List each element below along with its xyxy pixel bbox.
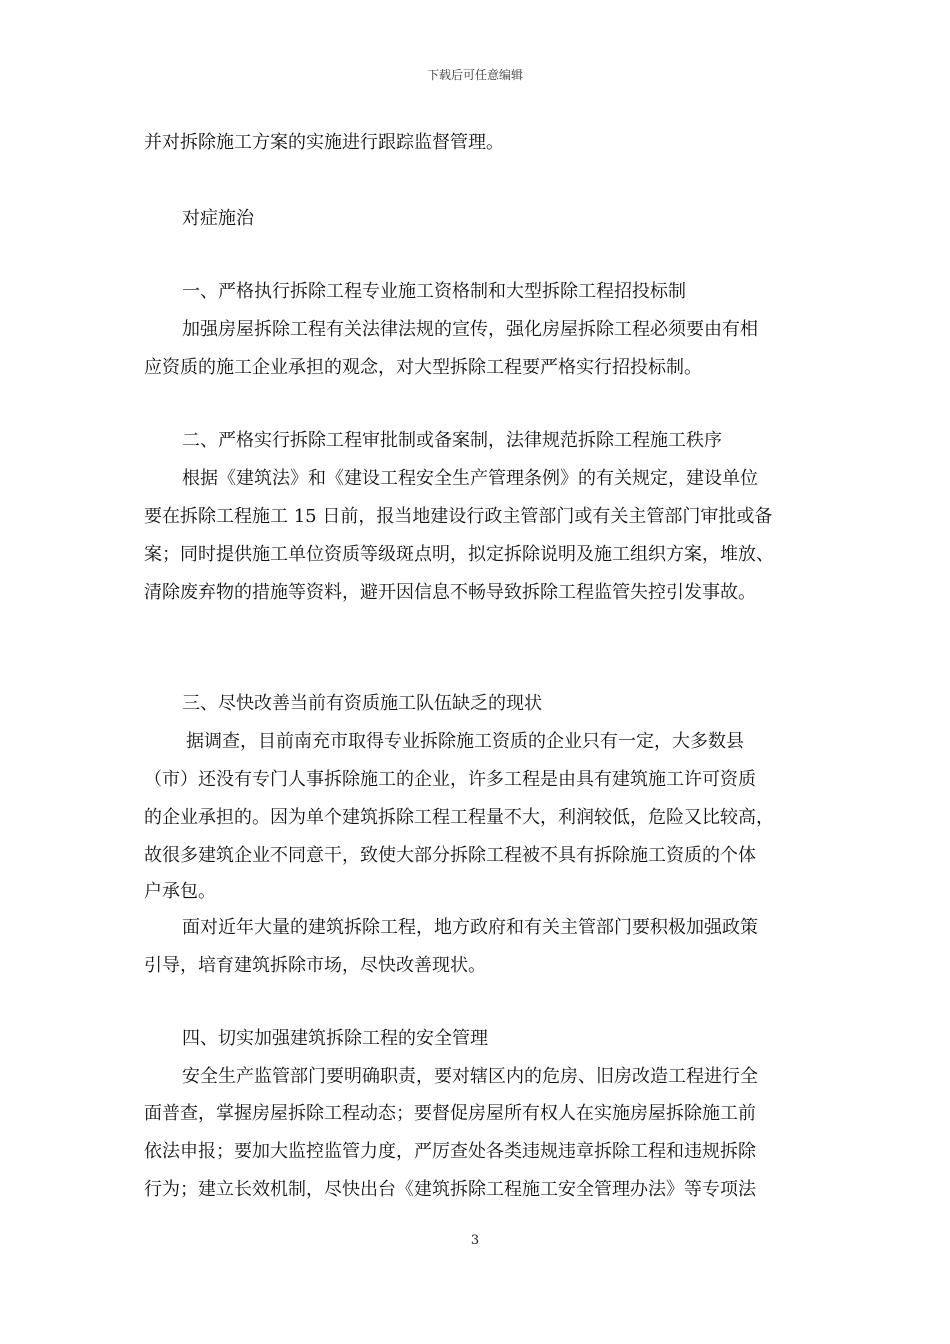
text-line: 的企业承担的。因为单个建筑拆除工程工程量不大，利润较低，危险又比较高， — [144, 807, 774, 828]
section-heading: 三、尽快改善当前有资质施工队伍缺乏的现状 — [182, 693, 542, 714]
text-line: 加强房屋拆除工程有关法律法规的宣传，强化房屋拆除工程必须要由有相 — [182, 319, 758, 340]
text-line: 根据《建筑法》和《建设工程安全生产管理条例》的有关规定，建设单位 — [182, 468, 758, 489]
text-line: 面对近年大量的建筑拆除工程，地方政府和有关主管部门要积极加强政策 — [182, 917, 758, 938]
text-line: 并对拆除施工方案的实施进行跟踪监督管理。 — [144, 132, 504, 153]
text-line: 引导，培育建筑拆除市场，尽快改善现状。 — [144, 955, 486, 976]
section-heading: 一、严格执行拆除工程专业施工资格制和大型拆除工程招投标制 — [182, 281, 686, 302]
section-heading: 对症施治 — [182, 208, 254, 229]
page-header: 下载后可任意编辑 — [426, 68, 523, 82]
text-line: 要在拆除工程施工 15 日前，报当地建设行政主管部门或有关主管部门审批或备 — [144, 506, 773, 527]
text-line: 清除废弃物的措施等资料，避开因信息不畅导致拆除工程监管失控引发事故。 — [144, 582, 756, 603]
text-line: 应资质的施工企业承担的观念，对大型拆除工程要严格实行招投标制。 — [144, 357, 702, 378]
text-line: 面普查，掌握房屋拆除工程动态；要督促房屋所有权人在实施房屋拆除施工前 — [144, 1103, 756, 1124]
text-line: 户承包。 — [144, 881, 216, 902]
text-line: 故很多建筑企业不同意干，致使大部分拆除工程被不具有拆除施工资质的个体 — [144, 845, 756, 866]
section-heading: 四、切实加强建筑拆除工程的安全管理 — [182, 1028, 488, 1049]
text-line: 案；同时提供施工单位资质等级斑点明，拟定拆除说明及施工组织方案，堆放、 — [144, 544, 774, 565]
page-number: 3 — [470, 1233, 480, 1248]
text-line: 安全生产监管部门要明确职责，要对辖区内的危房、旧房改造工程进行全 — [182, 1066, 758, 1087]
text-line: （市）还没有专门人事拆除施工的企业，许多工程是由具有建筑施工许可资质 — [144, 769, 756, 790]
text-line: 行为；建立长效机制，尽快出台《建筑拆除工程施工安全管理办法》等专项法 — [144, 1179, 756, 1200]
section-heading: 二、严格实行拆除工程审批制或备案制，法律规范拆除工程施工秩序 — [182, 430, 722, 451]
text-line: 据调查，目前南充市取得专业拆除施工资质的企业只有一定，大多数县 — [186, 731, 744, 752]
text-line: 依法申报；要加大监控监管力度，严厉查处各类违规违章拆除工程和违规拆除 — [144, 1141, 756, 1162]
